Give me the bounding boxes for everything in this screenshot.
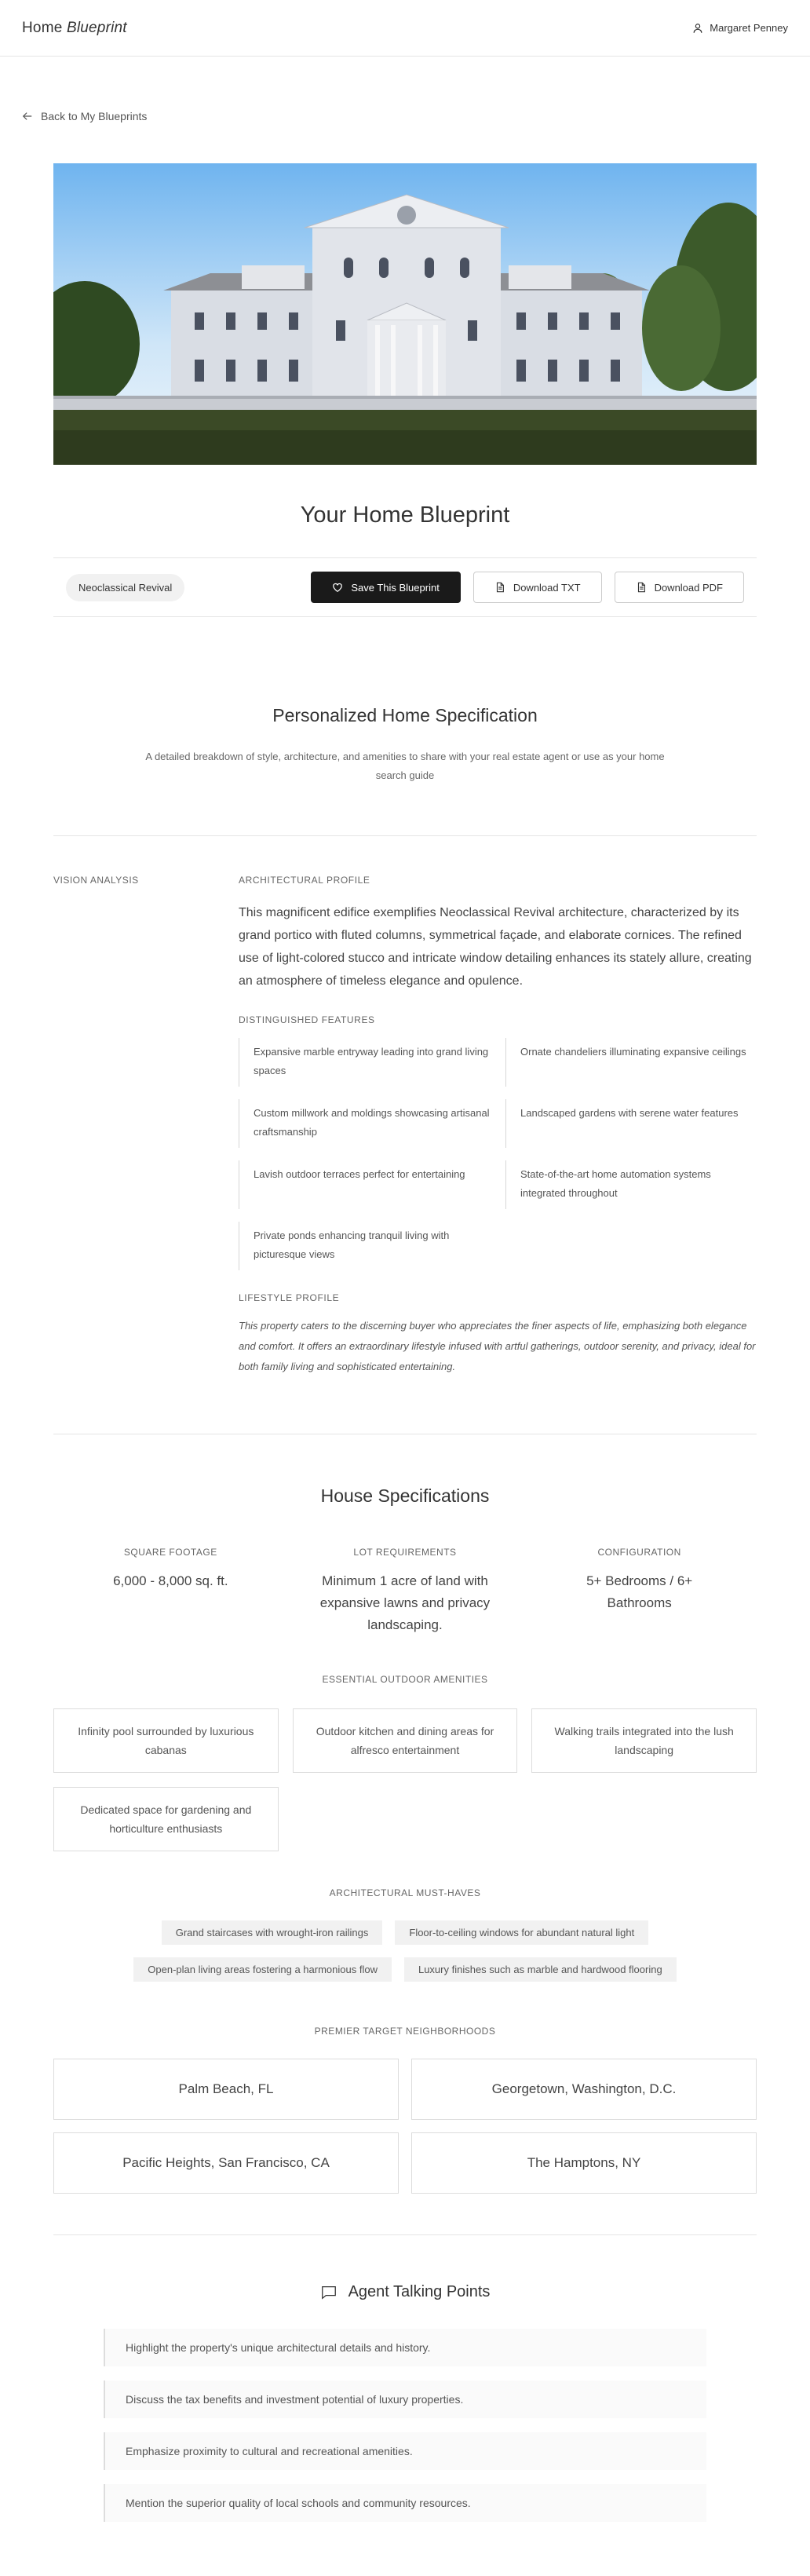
amenity-card: Infinity pool surrounded by luxurious cabanas <box>53 1708 279 1773</box>
save-blueprint-button[interactable] <box>311 572 461 603</box>
divider <box>53 2234 757 2235</box>
page-title: Your Home Blueprint <box>300 502 510 528</box>
must-have-tag: Grand staircases with wrought-iron railings <box>162 1920 383 1945</box>
brand-plain: Home <box>22 19 67 36</box>
style-badge: Neoclassical Revival <box>66 574 184 601</box>
hero-image <box>53 163 757 465</box>
neighborhood-card: The Hamptons, NY <box>411 2132 757 2194</box>
stat-configuration <box>522 1547 757 1636</box>
back-link-label: Back to My Blueprints <box>41 110 148 122</box>
neighborhood-card: Pacific Heights, San Francisco, CA <box>53 2132 399 2194</box>
amenity-card: Outdoor kitchen and dining areas for alfresco entertainment <box>293 1708 518 1773</box>
neighborhood-card: Georgetown, Washington, D.C. <box>411 2059 757 2120</box>
must-have-tag: Open-plan living areas fostering a harmonious flow <box>133 1957 392 1982</box>
talking-points-list <box>104 2329 706 2522</box>
features-list <box>239 1038 757 1270</box>
document-icon <box>636 582 647 593</box>
user-menu[interactable] <box>692 22 788 34</box>
agent-talking-points-header <box>0 2283 810 2301</box>
talking-point: Discuss the tax benefits and investment potential of luxury properties. <box>104 2381 706 2418</box>
stat-value: 6,000 - 8,000 sq. ft. <box>113 1573 228 1588</box>
stat-label: SQUARE FOOTAGE <box>123 1547 217 1558</box>
user-icon <box>692 23 703 34</box>
download-txt-button[interactable] <box>473 572 602 603</box>
mansion-illustration <box>53 163 757 465</box>
feature-item: State-of-the-art home automation systems integrated throughout <box>505 1160 757 1209</box>
vision-analysis-label: VISION ANALYSIS <box>53 875 139 886</box>
must-have-tag: Luxury finishes such as marble and hardwood flooring <box>404 1957 677 1982</box>
talking-point: Emphasize proximity to cultural and recreational amenities. <box>104 2432 706 2470</box>
spec-subtitle: A detailed breakdown of style, architecture, and amenities to share with your real estate agent or use as your home search guide <box>145 751 665 781</box>
top-bar <box>0 0 810 57</box>
amenity-card: Dedicated space for gardening and horticulture enthusiasts <box>53 1787 279 1851</box>
talking-point: Mention the superior quality of local schools and community resources. <box>104 2484 706 2522</box>
download-pdf-label: Download PDF <box>654 581 723 594</box>
amenity-card: Walking trails integrated into the lush landscaping <box>531 1708 757 1773</box>
stat-square-footage <box>53 1547 288 1636</box>
architectural-profile-label: ARCHITECTURAL PROFILE <box>239 875 370 886</box>
lifestyle-profile-text: This property caters to the discerning buyer who appreciates the finer aspects of life, emphasizing both elegance and comfort. It offers an extraordinary lifestyle infused with artful gatherings, outdoor serenity, and privacy, ideal for both family living and sophisticated entertaining. <box>239 1320 756 1372</box>
outdoor-amenities-label: ESSENTIAL OUTDOOR AMENITIES <box>322 1674 488 1685</box>
stat-lot-requirements <box>288 1547 523 1636</box>
spec-title: Personalized Home Specification <box>272 705 538 725</box>
stat-label: LOT REQUIREMENTS <box>353 1547 457 1558</box>
heart-icon <box>332 582 343 593</box>
feature-item: Landscaped gardens with serene water features <box>505 1099 757 1148</box>
lifestyle-profile-label: LIFESTYLE PROFILE <box>239 1292 340 1303</box>
feature-item: Expansive marble entryway leading into grand living spaces <box>239 1038 490 1087</box>
stat-value: 5+ Bedrooms / 6+ Bathrooms <box>586 1573 693 1610</box>
user-name: Margaret Penney <box>710 22 788 34</box>
talking-point: Highlight the property's unique architectural details and history. <box>104 2329 706 2366</box>
brand-logo[interactable] <box>22 20 127 37</box>
neighborhood-card: Palm Beach, FL <box>53 2059 399 2120</box>
architectural-profile-text: This magnificent edifice exemplifies Neoclassical Revival architecture, characterized by its grand portico with fluted columns, symmetrical façade, and elaborate cornices. The refined use of light-colored stucco and intricate window detailing enhances its stately allure, creating an atmosphere of timeless elegance and opulence. <box>239 906 752 988</box>
arrow-left-icon <box>22 111 33 122</box>
feature-item: Custom millwork and moldings showcasing artisanal craftsmanship <box>239 1099 490 1148</box>
amenities-grid <box>53 1708 757 1851</box>
back-link[interactable] <box>22 110 147 122</box>
divider <box>53 835 757 836</box>
agent-talking-points-title: Agent Talking Points <box>348 2283 491 2300</box>
brand-italic: Blueprint <box>66 19 127 36</box>
must-have-tag: Floor-to-ceiling windows for abundant natural light <box>395 1920 648 1945</box>
house-specs-title: House Specifications <box>320 1485 490 1506</box>
vision-analysis-section <box>239 875 757 1377</box>
neighborhoods-label: PREMIER TARGET NEIGHBORHOODS <box>314 2026 496 2037</box>
download-txt-label: Download TXT <box>513 581 581 594</box>
neighborhoods-grid <box>53 2059 757 2194</box>
house-stats <box>53 1547 757 1636</box>
download-pdf-button[interactable] <box>615 572 744 603</box>
stat-value: Minimum 1 acre of land with expansive lawns and privacy landscaping. <box>319 1573 491 1632</box>
feature-item: Private ponds enhancing tranquil living with picturesque views <box>239 1222 490 1270</box>
save-blueprint-label: Save This Blueprint <box>351 581 440 594</box>
feature-item: Lavish outdoor terraces perfect for entertaining <box>239 1160 490 1209</box>
document-icon <box>494 582 505 593</box>
chat-bubble-icon <box>320 2284 338 2301</box>
stat-label: CONFIGURATION <box>597 1547 681 1558</box>
feature-item: Ornate chandeliers illuminating expansive ceilings <box>505 1038 757 1087</box>
action-bar <box>53 557 757 617</box>
distinguished-features-label: DISTINGUISHED FEATURES <box>239 1014 375 1025</box>
must-haves-label: ARCHITECTURAL MUST-HAVES <box>329 1887 481 1898</box>
must-haves-list <box>53 1920 757 1982</box>
